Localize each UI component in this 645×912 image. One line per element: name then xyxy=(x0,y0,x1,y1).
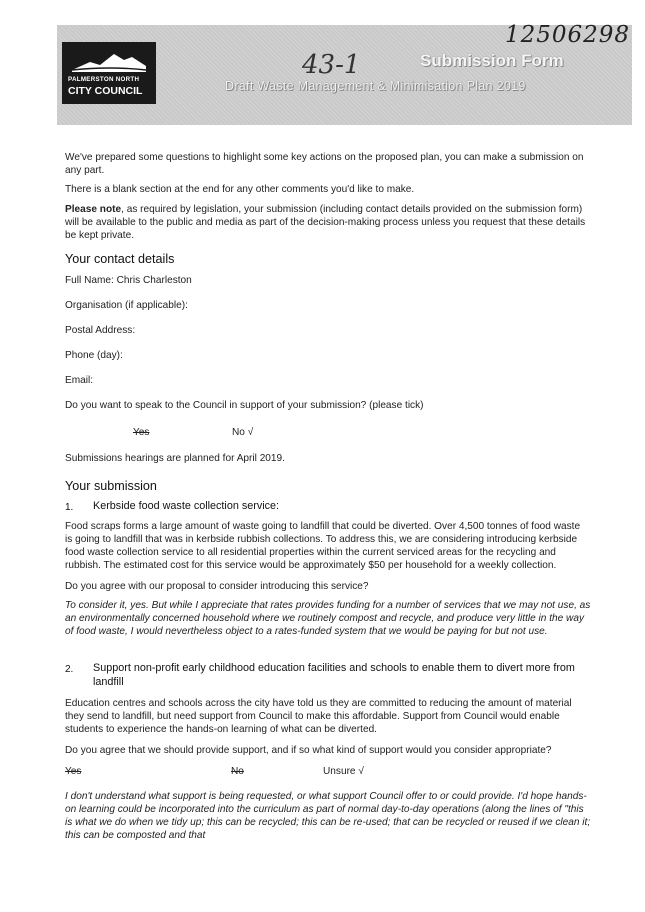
question-1-body: Food scraps forms a large amount of waste going to landfill that could be diverted. Over 4,500 tonnes of food waste is going to landfill that was in kerbside rubbish collections. To address this, we are considering introducing kerbside food waste collection service to all residential properties within the current serviced areas for the recycling and rubbish. The estimated cost for this service would be approximately $50 per household for a weekly collection. xyxy=(65,521,581,571)
council-logo xyxy=(62,42,156,104)
speak-to-council-question: Do you want to speak to the Council in support of your submission? (please tick) xyxy=(65,400,424,411)
question-1-title: Kerbside food waste collection service: xyxy=(93,500,280,512)
handwritten-reference-number: 12506298 xyxy=(505,22,631,48)
question-2-yes-option: Yes xyxy=(65,766,82,777)
question-1-answer: To consider it, yes. But while I appreciate that rates provides funding for a number of services that we may not use, as an environmentally concerned household where we routinely compost and recycle, and produce very little in the way of food waste, I would nevertheless object to a rates-funded system that we would be paying for but not use. xyxy=(65,600,591,637)
speak-no-option: No √ xyxy=(232,427,254,438)
handwritten-submission-code: 43-1 xyxy=(302,50,361,80)
hearings-note: Submissions hearings are planned for April 2019. xyxy=(65,453,285,464)
privacy-note-text: , as required by legislation, your submission (including contact details provided on the submission form) will be available to the public and media as part of the decision-making process unless you request that these details be kept private. xyxy=(65,204,586,241)
your-submission-heading: Your submission xyxy=(65,479,157,493)
landscape-logo-icon xyxy=(70,48,148,74)
question-2-body: Education centres and schools across the city have told us they are committed to reducing the amount of material they send to landfill, but need support from Council to make this affordable. Support from Council would enable students to experience the hands-on learning of what can be diverted. xyxy=(65,698,572,735)
postal-address-field: Postal Address: xyxy=(65,325,136,336)
speak-yes-option: Yes xyxy=(133,427,150,438)
question-2-no-option: No xyxy=(231,766,244,777)
question-2-answer: I don't understand what support is being requested, or what support Council offer to or could provide. I'd hope hands-on learning could be incorporated into the curriculum as part of normal day-to-day operations (along the lines of "this is what we do when we tidy up; this can be recycled; this can be re-used; that can be recycled or reused if we clean it; this can be composted and that xyxy=(65,791,591,841)
form-subtitle: Draft Waste Management & Minimisation Plan 2019 xyxy=(225,79,526,93)
logo-line-2: CITY COUNCIL xyxy=(68,85,143,97)
privacy-note-label: Please note xyxy=(65,204,122,215)
question-2-unsure-option: Unsure √ xyxy=(323,766,364,777)
contact-details-heading: Your contact details xyxy=(65,252,175,266)
full-name-field: Full Name: Chris Charleston xyxy=(65,275,192,286)
privacy-note xyxy=(65,203,590,242)
logo-line-1: PALMERSTON NORTH xyxy=(68,76,140,83)
question-2-prompt: Do you agree that we should provide support, and if so what kind of support would you consider appropriate? xyxy=(65,745,552,756)
question-1-prompt: Do you agree with our proposal to consider introducing this service? xyxy=(65,581,369,592)
intro-paragraph: We've prepared some questions to highlight some key actions on the proposed plan, you can make a submission on any part. xyxy=(65,152,584,176)
organisation-field: Organisation (if applicable): xyxy=(65,300,188,311)
question-2-number: 2. xyxy=(65,664,74,675)
blank-section-note: There is a blank section at the end for any other comments you'd like to make. xyxy=(65,184,415,195)
form-title: Submission Form xyxy=(420,51,564,70)
email-field: Email: xyxy=(65,375,94,386)
phone-field: Phone (day): xyxy=(65,350,123,361)
question-2-title: Support non-profit early childhood education facilities and schools to enable them to divert more from landfill xyxy=(93,662,575,688)
question-1-number: 1. xyxy=(65,502,74,513)
